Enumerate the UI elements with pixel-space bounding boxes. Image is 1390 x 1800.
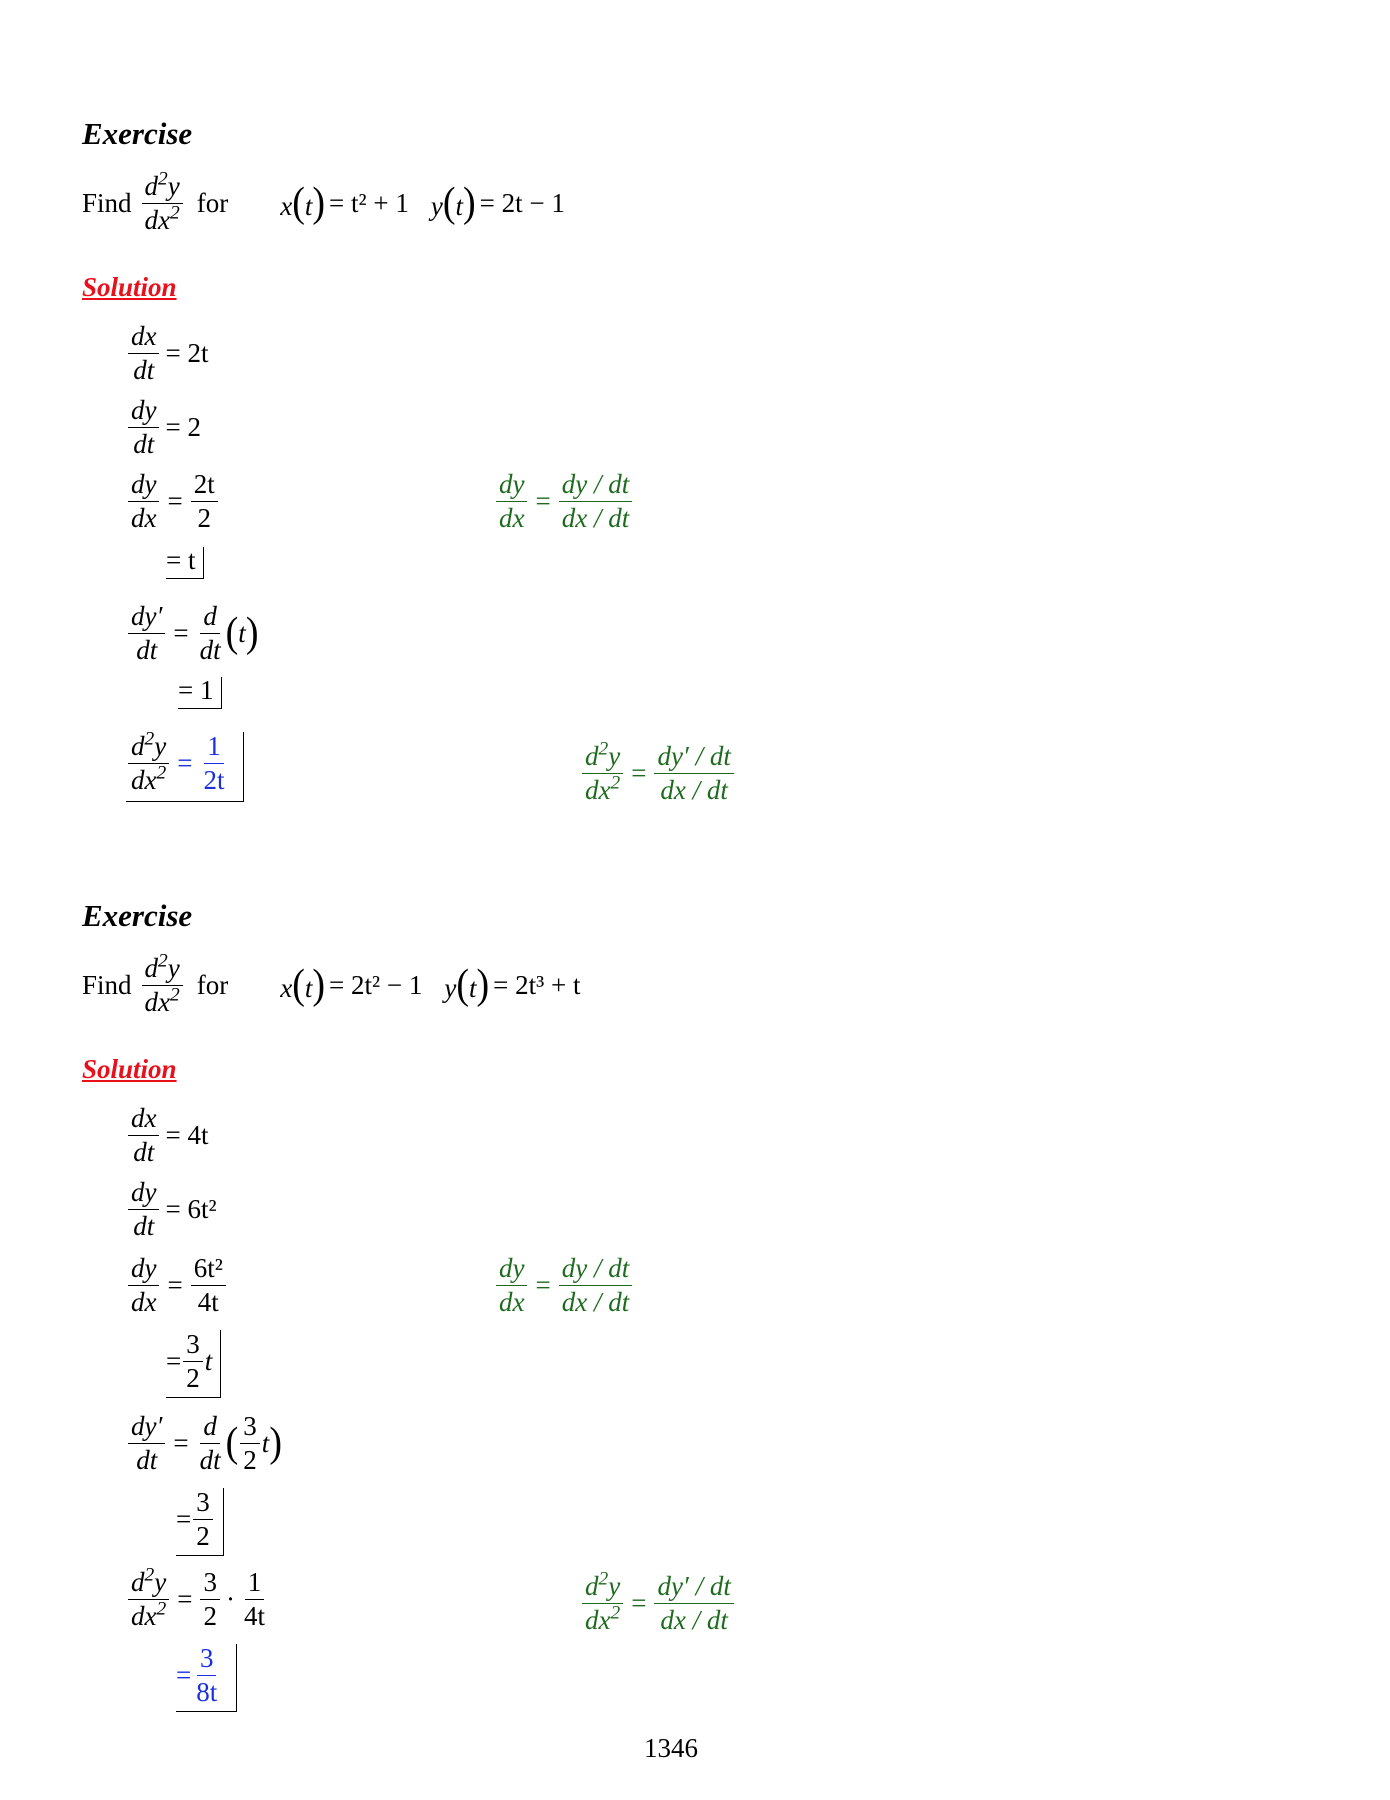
- ex2-dyprime-value-num: 3: [193, 1488, 213, 1520]
- ex1-dydt-value: = 2: [165, 411, 201, 442]
- ex1-dxdt: $\frac{dx}{dt}$ = 2t: [126, 322, 208, 385]
- page-number: 1346: [644, 1733, 698, 1763]
- exercise-title: Exercise: [82, 898, 193, 933]
- ex1-dydx-den: 2: [197, 503, 211, 534]
- ex1-chain-rule-formula: $\frac{dy}{dx}$ = $\frac{dy / dt}{dx / dt}$: [494, 470, 634, 533]
- ex2-x-rhs: = 2t² − 1: [329, 969, 423, 1000]
- ex2-dxdt: $\frac{dx}{dt}$ = 4t: [126, 1104, 208, 1167]
- ex2-dydx-num: 6t²: [191, 1254, 226, 1286]
- ex1-dyprime-result: [178, 677, 222, 709]
- ex2-dydx-simplified-den: 2: [186, 1363, 200, 1394]
- ex1-x-rhs: = t² + 1: [329, 187, 409, 218]
- ex1-answer-den: 2t: [203, 765, 225, 796]
- for-label: for: [196, 187, 229, 218]
- ex2-product-a-den: 2: [203, 1601, 217, 1632]
- ex1-second-derivative-formula: $\frac{d^2y}{dx^2}$ = $\frac{dy' / dt}{dx / dt}$: [580, 742, 736, 805]
- ex2-dyprime-value-den: 2: [196, 1521, 210, 1552]
- ex1-answer: $\frac{d^2y}{dx^2}$ = $\frac{1}{2t}$: [126, 732, 244, 802]
- ex2-dyprime-num: 3: [240, 1412, 260, 1444]
- ex2-dyprime-den: 2: [243, 1445, 257, 1476]
- ex2-product-b-num: 1: [245, 1568, 265, 1600]
- find-label: Find: [82, 969, 132, 1000]
- ex1-dydx-num: 2t: [191, 470, 218, 502]
- ex2-answer-num: 3: [197, 1644, 217, 1676]
- ex2-dydx: $\frac{dy}{dx}$ = $\frac{\text{6t²}}{4t}$: [126, 1254, 228, 1317]
- ex2-dydx-den: 4t: [197, 1287, 219, 1318]
- ex2-dydt: $\frac{dy}{dt}$ = 6t²: [126, 1178, 217, 1241]
- ex1-dydt: $\frac{dy}{dt}$ = 2: [126, 396, 201, 459]
- problem-statement: Find $\frac{d^2y}{dx^2}$ for x(t) = t² + 1 y(t) = 2t − 1: [82, 168, 565, 236]
- exercise-title: Exercise: [82, 116, 193, 151]
- ex2-dydt-value: = 6t²: [165, 1193, 217, 1224]
- problem-statement: Find $\frac{d^2y}{dx^2}$ for x(t) = 2t² − 1 y(t) = 2t³ + t: [82, 950, 581, 1018]
- solution-heading: Solution: [82, 272, 177, 302]
- ex1-dyprime-arg: t: [238, 617, 246, 648]
- ex1-dyprime-value: = 1: [178, 677, 222, 709]
- ex2-dxdt-value: = 4t: [165, 1119, 209, 1150]
- ex2-product: $\frac{d^2y}{dx^2}$ = $\frac{3}{2}$ · $\frac{1}{4t}$: [126, 1568, 270, 1631]
- ex2-answer-den: 8t: [196, 1677, 218, 1708]
- ex2-product-b-den: 4t: [243, 1601, 265, 1632]
- ex2-y-rhs: = 2t³ + t: [493, 969, 581, 1000]
- ex1-dxdt-value: = 2t: [165, 337, 209, 368]
- ex2-second-derivative-formula: $\frac{d^2y}{dx^2}$ = $\frac{dy' / dt}{dx / dt}$: [580, 1572, 736, 1635]
- solution-heading: Solution: [82, 1054, 177, 1084]
- find-label: Find: [82, 187, 132, 218]
- ex2-dydx-simplified-num: 3: [183, 1330, 203, 1362]
- ex2-dyprime: $\frac{dy'}{dt}$ = $\frac{d}{dt}$ ( $\frac{3}{2}$ t ): [126, 1412, 282, 1475]
- for-label: for: [196, 969, 229, 1000]
- ex2-product-a-num: 3: [200, 1568, 220, 1600]
- ex1-dyprime: $\frac{dy'}{dt}$ = $\frac{d}{dt}$ ( t ): [126, 602, 258, 665]
- ex2-dydx-simplified: = $\frac{3}{2}$ t: [166, 1330, 221, 1398]
- ex1-dydx: $\frac{dy}{dx}$ = $\frac{2t}{2}$: [126, 470, 220, 533]
- ex2-dyprime-result: = $\frac{3}{2}$: [176, 1488, 224, 1556]
- ex1-y-rhs: = 2t − 1: [479, 187, 565, 218]
- ex1-answer-num: 1: [204, 732, 224, 764]
- ex2-chain-rule-formula: $\frac{dy}{dx}$ = $\frac{dy / dt}{dx / dt}$: [494, 1254, 634, 1317]
- ex1-dydx-simplified-value: = t: [166, 547, 204, 579]
- ex2-answer: = $\frac{3}{8t}$: [176, 1644, 237, 1712]
- ex1-dydx-simplified: [166, 547, 204, 579]
